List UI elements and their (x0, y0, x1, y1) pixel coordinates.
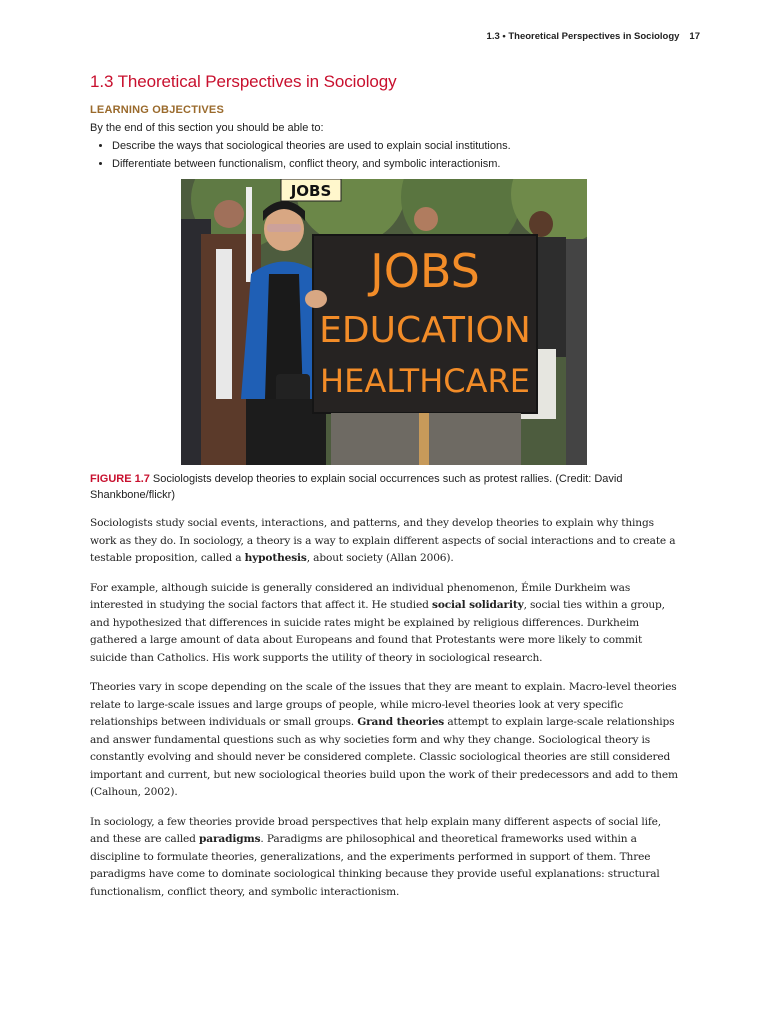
page-content (90, 72, 678, 901)
paragraph-text: , social ties within a group, and hypothesized that differences in suicide rates might be explained by religious differences. Durkheim gathered a large amount of data about Europeans and found that Protestants were more likely to commit suicide than Catholics. His work supports the utility of theory in sociological research. (90, 599, 665, 664)
running-head (487, 31, 700, 42)
key-term-hypothesis: hypothesis (244, 552, 307, 564)
key-term-paradigms: paradigms (199, 833, 261, 845)
learning-objectives-heading: LEARNING OBJECTIVES (90, 104, 224, 116)
sign-line-education: EDUCATION (319, 310, 531, 351)
objective-item: • Describe the ways that sociological theories are used to explain social institutions. (112, 139, 678, 153)
running-head-section: 1.3 • Theoretical Perspectives in Sociology (486, 31, 680, 42)
key-term-social-solidarity: social solidarity (432, 599, 524, 611)
paragraph-text: attempt to explain large-scale relationships and answer fundamental questions such as why societies form and why they change. Sociological theory is constantly evolving and should never be considered complete. Classic sociological theories are still considered important and current, but new sociological theories build upon the work of their predecessors and add to them (Calhoun, 2002). (90, 716, 678, 798)
section-title: 1.3 Theoretical Perspectives in Sociology (90, 72, 397, 91)
key-term-grand-theories: Grand theories (357, 716, 445, 728)
paragraph-text: Theories vary in scope depending on the scale of the issues that they are meant to explain. Macro-level theories relate to large-scale issues and large groups of people, while micro-level theories look at very specific relationships between individuals or small groups. (90, 681, 677, 728)
objective-item: • Differentiate between functionalism, conflict theory, and symbolic interactionism. (112, 157, 678, 171)
paragraph-text: In sociology, a few theories provide broad perspectives that help explain many different aspects of social life, and these are called (90, 815, 662, 845)
figure-caption-text: Sociologists develop theories to explain social occurrences such as protest rallies. (Credit: David Shankbone/flickr) (90, 473, 623, 501)
paragraph-text: Sociologists study social events, interactions, and patterns, and they develop theories to explain why things work as they do. In sociology, a theory is a way to explain different aspects of social interactions and to create a testable proposition, called a (90, 517, 676, 564)
paragraph-4 (90, 814, 678, 902)
figure-caption (90, 471, 678, 503)
sign-line-healthcare: HEALTHCARE (320, 362, 530, 400)
figure-label: FIGURE 1.7 (90, 473, 150, 485)
body-text (90, 515, 678, 901)
paragraph-2 (90, 580, 678, 668)
page-number: 17 (689, 31, 700, 42)
paragraph-text: For example, although suicide is generally considered an individual phenomenon, Émile Durkheim was interested in studying the social factors that affect it. He studied (90, 581, 631, 611)
small-sign-text: JOBS (290, 182, 332, 200)
sign-line-jobs: JOBS (370, 244, 480, 298)
paragraph-text: , about society (Allan 2006). (306, 552, 454, 564)
protest-photo (181, 179, 587, 465)
protest-photo-illustration (181, 179, 587, 465)
learning-objectives-intro: By the end of this section you should be able to: (90, 122, 324, 134)
paragraph-1 (90, 515, 678, 568)
learning-objectives-list (90, 139, 678, 171)
paragraph-text: . Paradigms are philosophical and theoretical frameworks used within a discipline to formulate theories, generalizations, and the experiments performed in support of them. Three paradigms have come to dominate sociological thinking because they provide useful explanations: structural functionalism, conflict theory, and symbolic interactionism. (90, 833, 660, 898)
paragraph-3 (90, 679, 678, 802)
